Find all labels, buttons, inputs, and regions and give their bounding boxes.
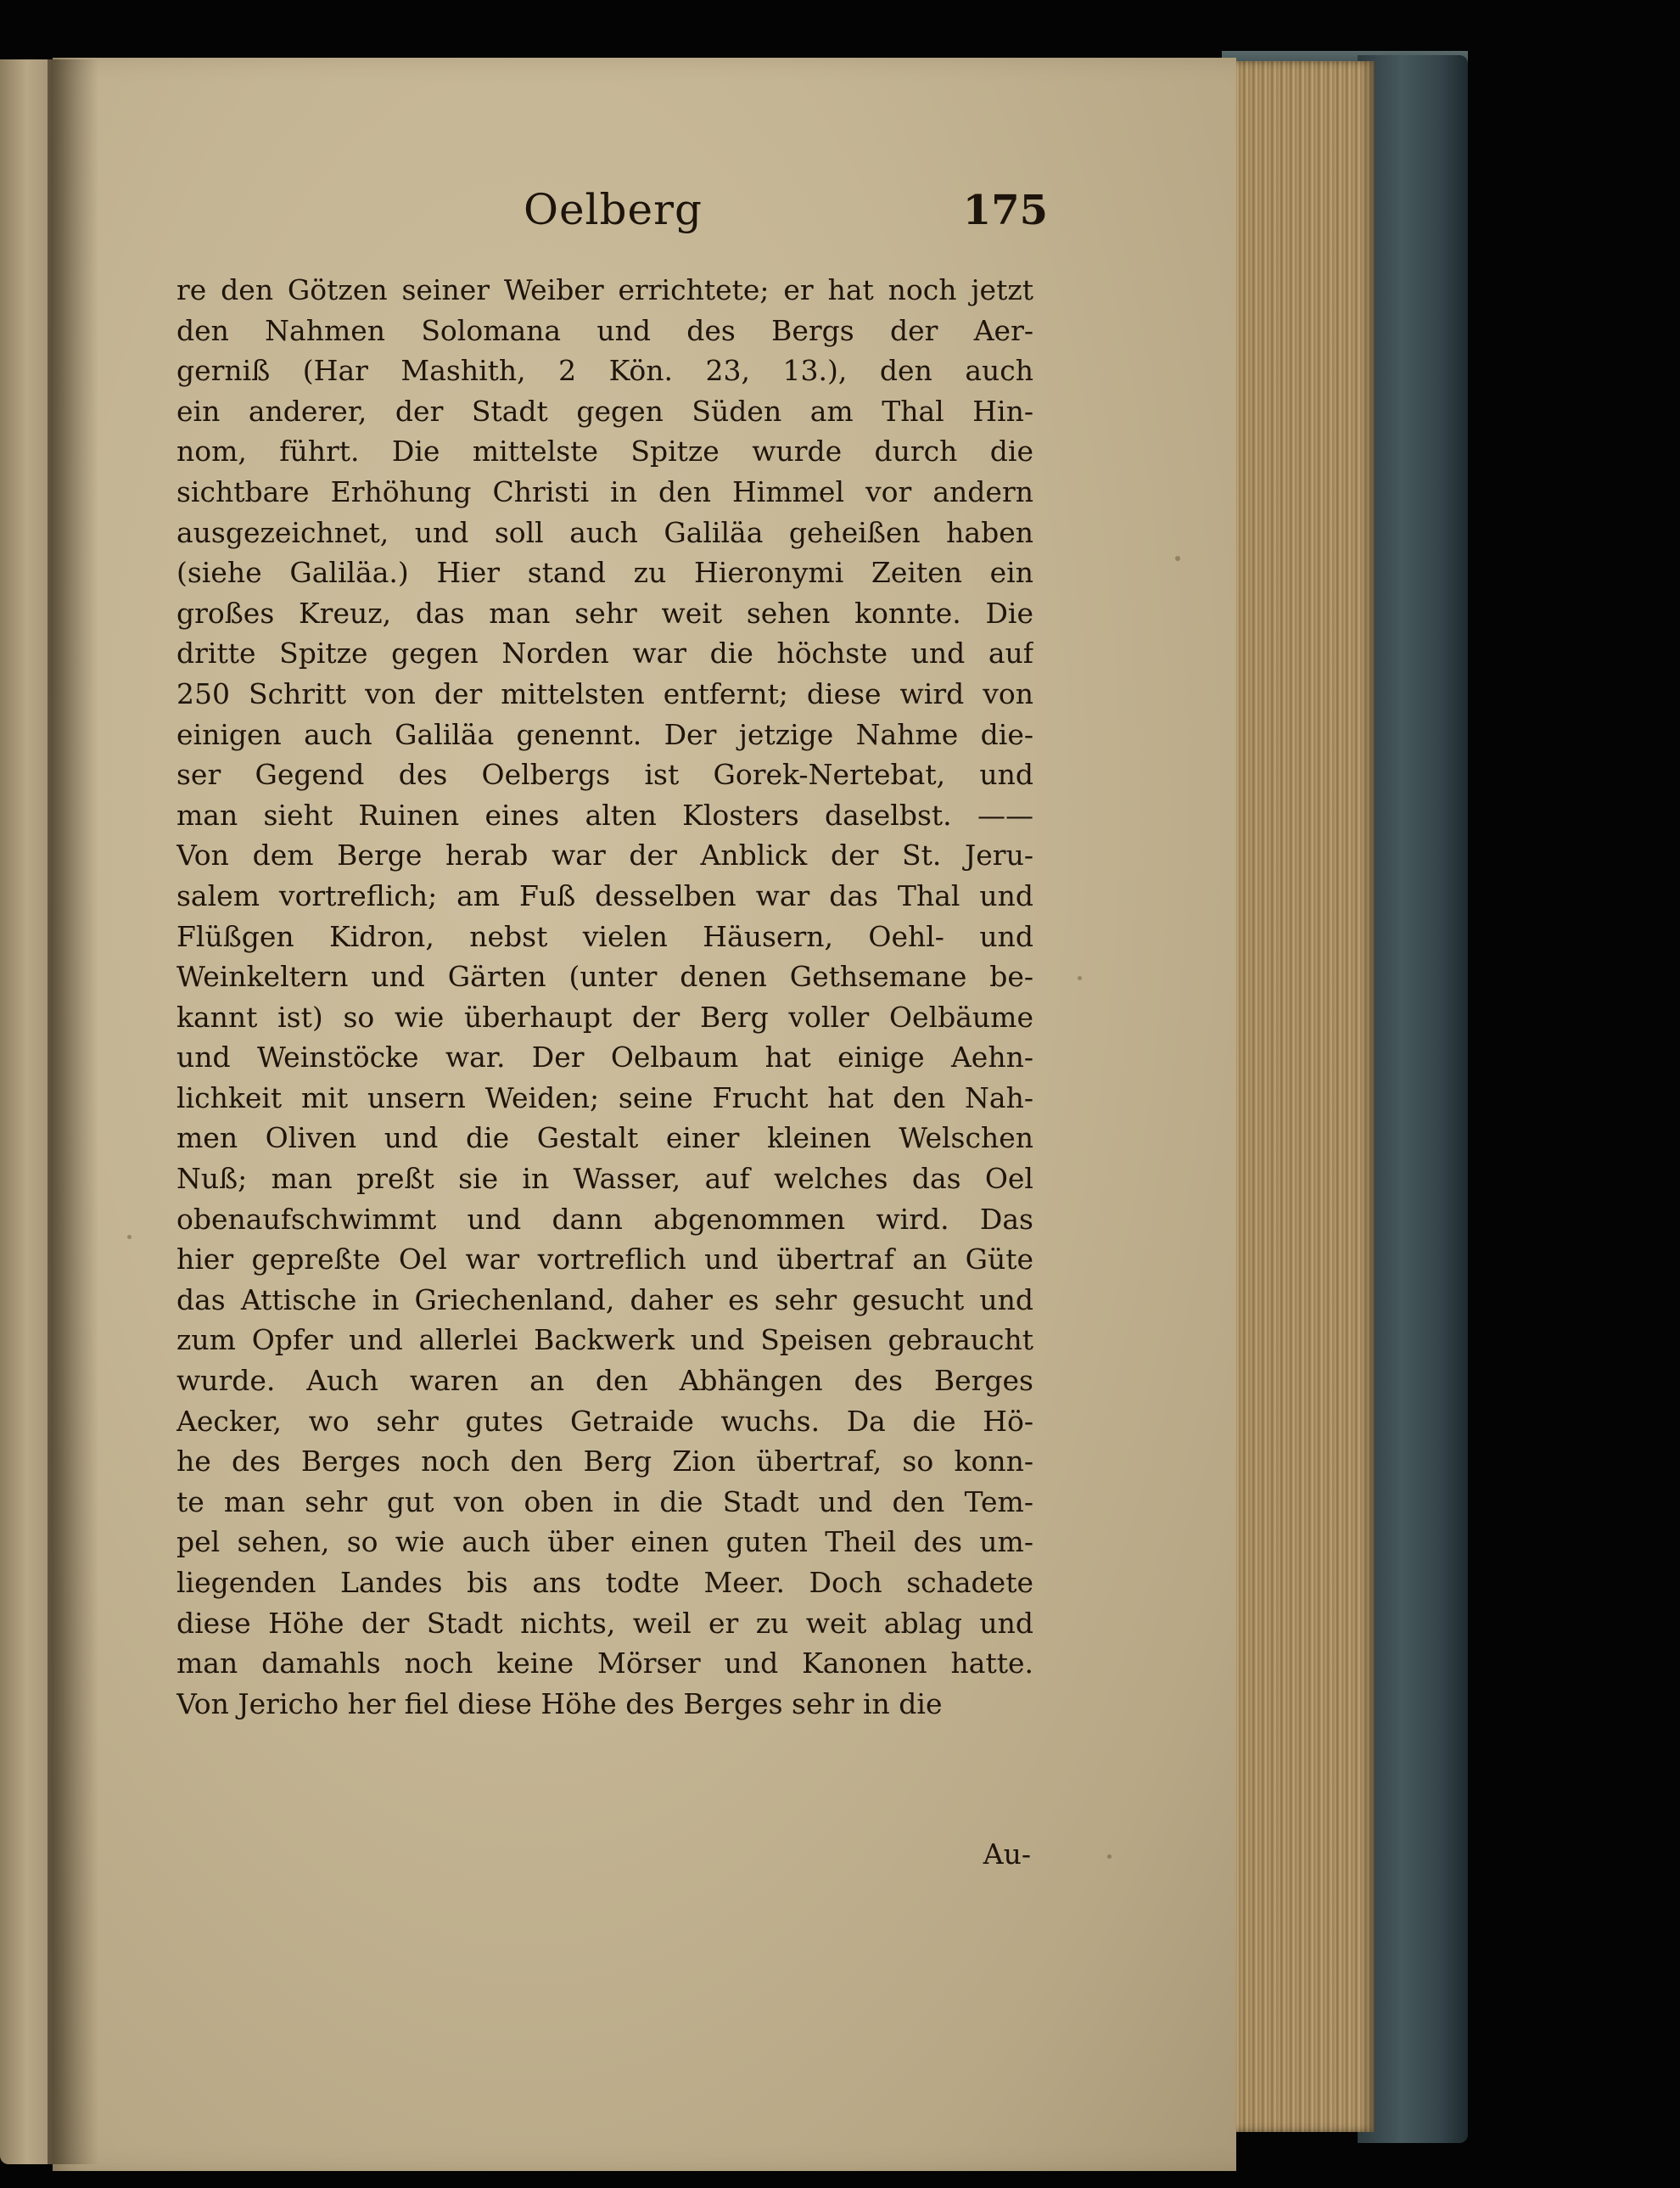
text-line: ser Gegend des Oelbergs ist Gorek-Nertebat, und	[176, 758, 1033, 792]
text-line: diese Höhe der Stadt nichts, weil er zu weit ablag und	[176, 1606, 1033, 1640]
text-line: nom, führt. Die mittelste Spitze wurde durch die	[176, 435, 1033, 468]
text-line: und Weinstöcke war. Der Oelbaum hat einige Aehn-	[176, 1041, 1033, 1074]
body-text	[176, 270, 1033, 1724]
text-line: ausgezeichnet, und soll auch Galiläa geheißen haben	[176, 515, 1033, 549]
text-line: dritte Spitze gegen Norden war die höchste und auf	[176, 637, 1033, 670]
paper-speck	[127, 1235, 132, 1239]
text-line: den Nahmen Solomana und des Bergs der Aer-	[176, 313, 1033, 347]
text-line: obenaufschwimmt und dann abgenommen wird. Das	[176, 1202, 1033, 1236]
text-line: man damahls noch keine Mörser und Kanonen hatte.	[176, 1647, 1033, 1680]
text-line: gerniß (Har Mashith, 2 Kön. 23, 13.), den auch	[176, 354, 1033, 388]
catchword: Au-	[983, 1837, 1031, 1871]
text-line: einigen auch Galiläa genennt. Der jetzige Nahme die-	[176, 717, 1033, 751]
page-edges	[1230, 61, 1375, 2132]
text-line: man sieht Ruinen eines alten Klosters daselbst. ——	[176, 798, 1033, 832]
paper-speck	[1078, 976, 1082, 980]
text-line: he des Berges noch den Berg Zion übertraf, so konn-	[176, 1445, 1033, 1478]
text-line: Aecker, wo sehr gutes Getraide wuchs. Da die Hö-	[176, 1404, 1033, 1438]
page-number: 175	[962, 187, 1048, 234]
text-line: zum Opfer und allerlei Backwerk und Speisen gebraucht	[176, 1323, 1033, 1357]
running-head	[187, 185, 1048, 244]
text-line: kannt ist) so wie überhaupt der Berg voller Oelbäume	[176, 1000, 1033, 1034]
paper-speck	[1175, 556, 1180, 561]
text-line: hier gepreßte Oel war vortreflich und übertraf an Güte	[176, 1243, 1033, 1276]
text-line: Von dem Berge herab war der Anblick der St. Jeru-	[176, 839, 1033, 872]
text-line: te man sehr gut von oben in die Stadt und den Tem-	[176, 1484, 1033, 1518]
text-line: Weinkeltern und Gärten (unter denen Gethsemane be-	[176, 960, 1033, 994]
text-line: salem vortreflich; am Fuß desselben war das Thal und	[176, 878, 1033, 912]
text-line: re den Götzen seiner Weiber errichtete; er hat noch jetzt	[176, 273, 1033, 306]
text-line: Nuß; man preßt sie in Wasser, auf welches das Oel	[176, 1162, 1033, 1196]
text-line: großes Kreuz, das man sehr weit sehen konnte. Die	[176, 596, 1033, 630]
text-line: lichkeit mit unsern Weiden; seine Frucht hat den Nah-	[176, 1080, 1033, 1114]
text-line: Flüßgen Kidron, nebst vielen Häusern, Oehl- und	[176, 919, 1033, 953]
paper-speck	[1107, 1854, 1112, 1859]
text-line: men Oliven und die Gestalt einer kleinen Welschen	[176, 1121, 1033, 1155]
text-line: wurde. Auch waren an den Abhängen des Berges	[176, 1364, 1033, 1398]
text-line: das Attische in Griechenland, daher es sehr gesucht und	[176, 1282, 1033, 1316]
text-line: sichtbare Erhöhung Christi in den Himmel vor andern	[176, 474, 1033, 508]
text-line: (siehe Galiläa.) Hier stand zu Hieronymi Zeiten ein	[176, 556, 1033, 590]
text-line: pel sehen, so wie auch über einen guten Theil des um-	[176, 1525, 1033, 1559]
page-title: Oelberg	[523, 185, 703, 234]
gutter-shadow	[48, 59, 98, 2164]
text-line: 250 Schritt von der mittelsten entfernt; diese wird von	[176, 676, 1033, 710]
text-line: Von Jericho her fiel diese Höhe des Berges sehr in die	[176, 1686, 943, 1720]
text-line: liegenden Landes bis ans todte Meer. Doch schadete	[176, 1566, 1033, 1599]
text-line: ein anderer, der Stadt gegen Süden am Thal Hin-	[176, 394, 1033, 428]
